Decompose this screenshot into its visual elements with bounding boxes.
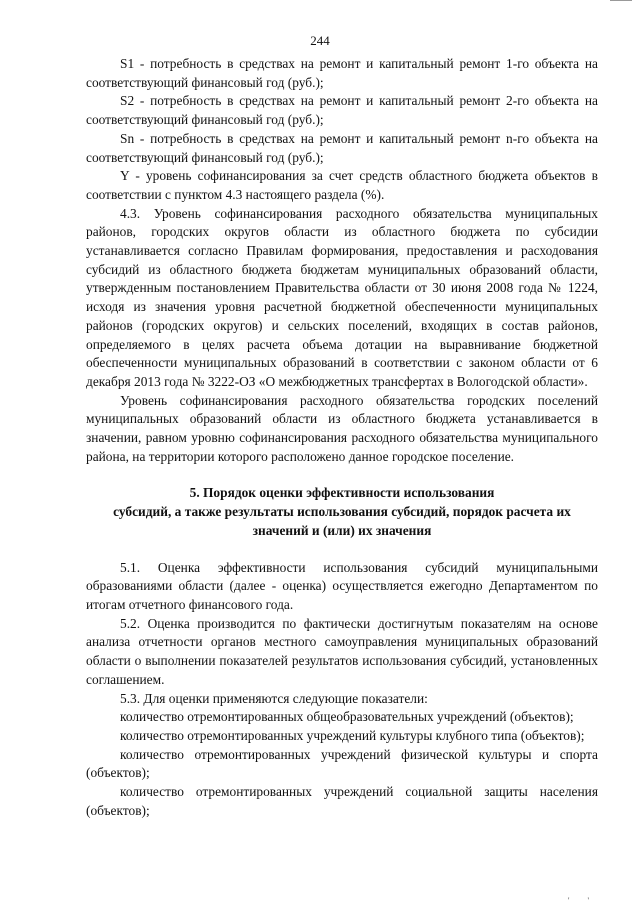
paragraph-5-1: 5.1. Оценка эффективности использования субсидий муниципальными образованиями области (далее - оценка) осуществляется ежегодно Департаментом по итогам отчетного финансового года. [86,559,598,612]
scan-corner-mark [610,0,632,3]
section-5-heading [86,484,598,540]
indicator-item: количество отремонтированных учреждений культуры клубного типа (объектов); [120,727,585,743]
section-5-heading-line: значений и (или) их значения [252,522,432,538]
paragraph-5-3: 5.3. Для оценки применяются следующие показатели: [120,690,428,706]
definition-y: Y - уровень софинансирования за счет средств областного бюджета объектов в соответствии с пунктом 4.3 настоящего раздела (%). [86,168,598,202]
indicator-item: количество отремонтированных учреждений социальной защиты населения (объектов); [86,784,598,818]
page-number: 244 [310,33,330,48]
paragraph-5-2: 5.2. Оценка производится по фактически достигнутым показателям на основе анализа отчетности органов местного самоуправления муниципальных образований области о выполнении показателей результатов использования субсидий, установленных соглашением. [86,615,598,687]
document-body [86,55,598,820]
section-5-heading-line: 5. Порядок оценки эффективности использования [189,485,495,501]
section-5-heading-line: субсидий, а также результаты использования субсидий, порядок расчета их [113,504,571,520]
indicator-item: количество отремонтированных учреждений физической культуры и спорта (объектов); [86,746,598,781]
indicator-item: количество отремонтированных общеобразовательных учреждений (объектов); [120,709,574,725]
definition-s1: S1 - потребность в средствах на ремонт и капитальный ремонт 1-го объекта на соответствующий финансовый год (руб.); [86,56,598,90]
paragraph-settlements: Уровень софинансирования расходного обязательства городских поселений муниципальных образований области из областного бюджета устанавливается в значении, равном уровню софинансирования расходного обязательства муниципального района, на территории которого расположено данное городское поселение. [86,392,598,464]
definition-s2: S2 - потребность в средствах на ремонт и капитальный ремонт 2-го объекта на соответствующий финансовый год (руб.); [86,93,598,128]
paragraph-4-3: 4.3. Уровень софинансирования расходного обязательства муниципальных районов, городских округов области из областного бюджета по субсидии устанавливается согласно Правилам формирования, предоставления и расходования субсидий из областного бюджета бюджетам муниципальных образований области, утвержденным постановлением Правительства области от 30 июня 2008 года № 1224, исходя из значения уровня расчетной бюджетной обеспеченности муниципальных районов (городских округов) и сельских поселений, входящих в состав районов, определяемого в целях расчета объема дотации на выравнивание бюджетной обеспеченности муниципальных образований в соответствии с законом области от 6 декабря 2013 года № 3222-ОЗ «О межбюджетных трансфертах в Вологодской области». [86,205,598,389]
definition-sn: Sn - потребность в средствах на ремонт и капитальный ремонт n-го объекта на соответствующий финансовый год (руб.); [86,130,598,165]
scan-foot-mark: ' ' [568,896,597,905]
